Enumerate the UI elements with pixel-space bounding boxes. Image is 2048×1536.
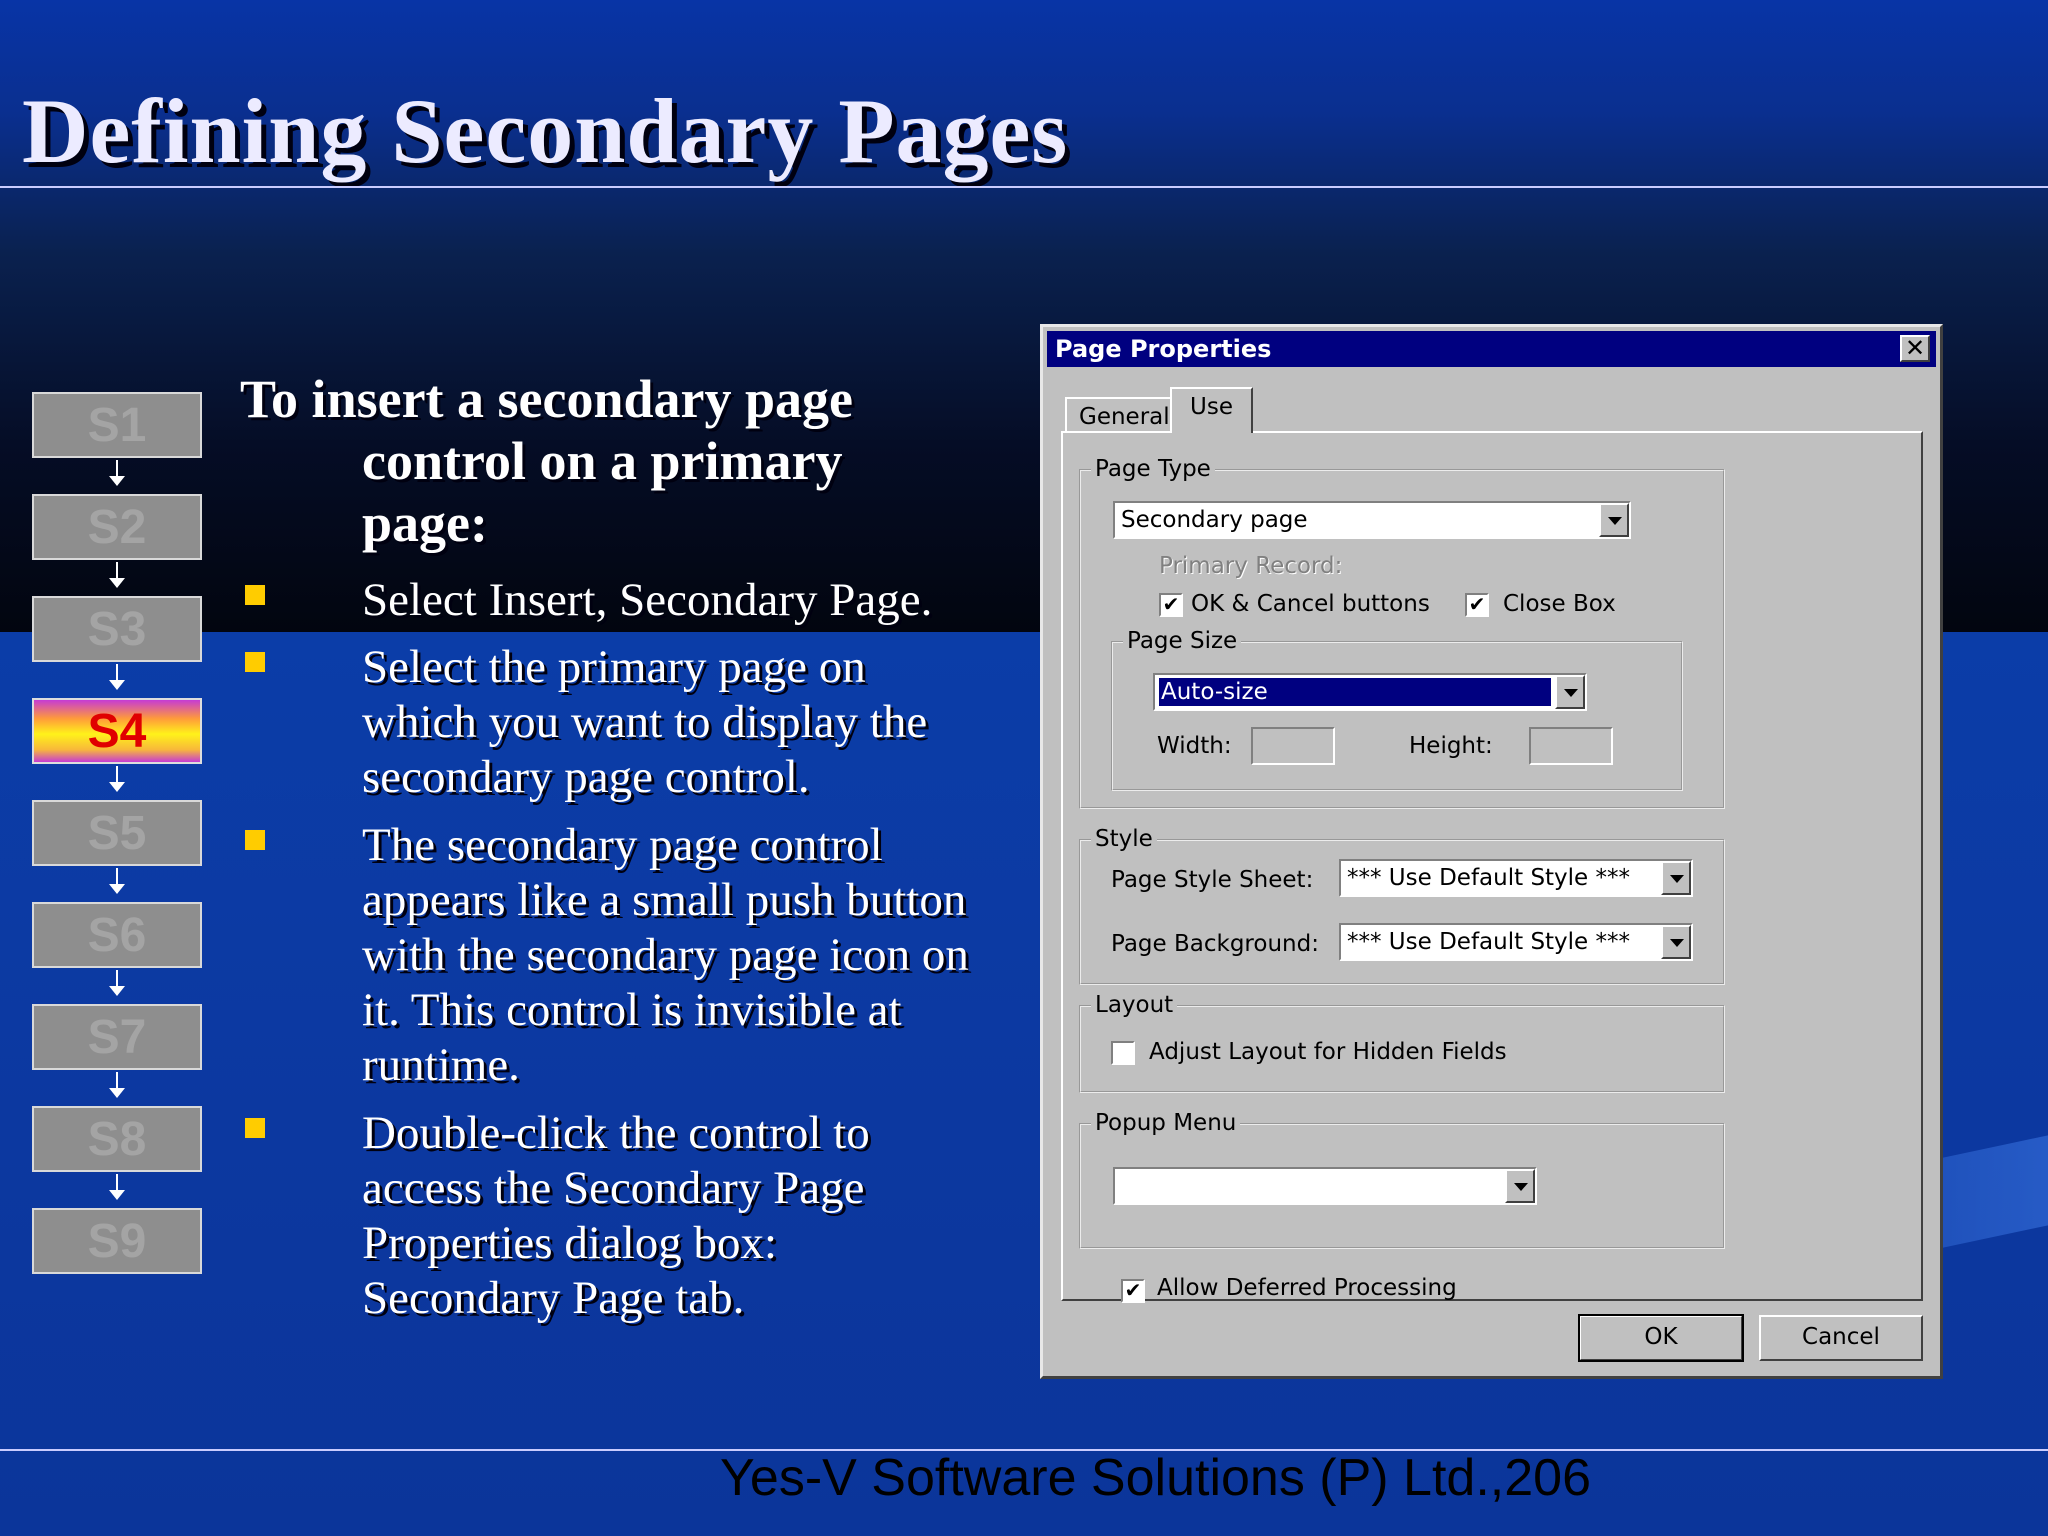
bullet-square-icon [245, 652, 265, 672]
page-type-group [1079, 456, 1725, 809]
page-size-value: Auto-size [1159, 678, 1551, 706]
chevron-down-icon[interactable] [1661, 925, 1691, 959]
close-box-label[interactable]: Close Box [1503, 591, 1616, 617]
step-s1[interactable]: S1 [32, 392, 202, 458]
ok-cancel-checkbox[interactable]: ✔ [1159, 593, 1183, 617]
page-type-label: Page Type [1091, 455, 1215, 483]
close-icon[interactable]: ✕ [1900, 335, 1930, 362]
layout-group [1079, 992, 1725, 1093]
step-arrow [116, 1174, 118, 1192]
content-heading [240, 368, 940, 554]
heading-line-2: control on a primary [362, 431, 843, 491]
bullet-text: The secondary page control appears like a small push button with the secondary page icon on it. This control is invisible at runtime. [362, 819, 969, 1091]
step-arrow [116, 766, 118, 784]
step-arrow [116, 664, 118, 682]
page-style-sheet-label: Page Style Sheet: [1111, 867, 1314, 893]
step-s9[interactable]: S9 [32, 1208, 202, 1274]
bullet-item [245, 818, 1015, 1093]
step-arrow [116, 460, 118, 478]
dialog-titlebar [1047, 331, 1936, 367]
page-style-sheet-value: *** Use Default Style *** [1347, 865, 1631, 891]
height-field[interactable] [1529, 727, 1613, 765]
ok-cancel-label[interactable]: OK & Cancel buttons [1191, 591, 1430, 617]
tab-use[interactable]: Use [1170, 387, 1253, 433]
style-label: Style [1091, 825, 1157, 853]
deferred-processing-label[interactable]: Allow Deferred Processing [1157, 1275, 1457, 1301]
page-size-select[interactable] [1153, 673, 1587, 711]
step-s2[interactable]: S2 [32, 494, 202, 560]
page-type-select[interactable] [1113, 501, 1631, 539]
step-s7[interactable]: S7 [32, 1004, 202, 1070]
dialog-title: Page Properties [1055, 335, 1272, 363]
step-s4[interactable]: S4 [32, 698, 202, 764]
bullet-item [245, 1106, 985, 1326]
step-s3[interactable]: S3 [32, 596, 202, 662]
step-s6[interactable]: S6 [32, 902, 202, 968]
style-group [1079, 826, 1725, 985]
bullet-square-icon [245, 585, 265, 605]
bullet-item [245, 640, 985, 805]
page-background-label: Page Background: [1111, 931, 1319, 957]
deferred-processing-checkbox[interactable]: ✔ [1121, 1279, 1145, 1303]
adjust-layout-checkbox[interactable] [1111, 1041, 1135, 1065]
layout-label: Layout [1091, 991, 1177, 1019]
chevron-down-icon[interactable] [1505, 1169, 1535, 1203]
width-field[interactable] [1251, 727, 1335, 765]
page-background-value: *** Use Default Style *** [1347, 929, 1631, 955]
page-background-select[interactable] [1339, 923, 1693, 961]
step-arrow [116, 868, 118, 886]
chevron-down-icon[interactable] [1661, 861, 1691, 895]
page-style-sheet-select[interactable] [1339, 859, 1693, 897]
step-s5[interactable]: S5 [32, 800, 202, 866]
width-label: Width: [1157, 733, 1232, 759]
step-arrow [116, 970, 118, 988]
height-label: Height: [1409, 733, 1493, 759]
chevron-down-icon[interactable] [1599, 503, 1629, 537]
tab-panel-use [1061, 431, 1923, 1301]
heading-line-1: To insert a secondary page [240, 369, 854, 429]
footer-text: Yes-V Software Solutions (P) Ltd.,206 [720, 1449, 1591, 1507]
bullet-text: Select Insert, Secondary Page. [362, 574, 933, 626]
page-size-label: Page Size [1123, 627, 1241, 655]
page-properties-dialog [1040, 324, 1943, 1379]
bullet-text: Select the primary page on which you want to display the secondary page control. [362, 641, 928, 803]
step-s8[interactable]: S8 [32, 1106, 202, 1172]
adjust-layout-label[interactable]: Adjust Layout for Hidden Fields [1149, 1039, 1507, 1065]
ok-button[interactable]: OK [1579, 1315, 1743, 1361]
page-size-group [1111, 628, 1683, 791]
heading-line-3: page: [362, 493, 488, 553]
tab-general[interactable]: General [1065, 397, 1184, 431]
popup-menu-group [1079, 1110, 1725, 1249]
popup-menu-select[interactable] [1113, 1167, 1537, 1205]
page-type-value: Secondary page [1121, 507, 1308, 533]
bullet-square-icon [245, 830, 265, 850]
slide-title: Defining Secondary Pages [22, 80, 1069, 182]
chevron-down-icon[interactable] [1555, 675, 1585, 709]
title-rule [0, 186, 2048, 188]
close-box-checkbox[interactable]: ✔ [1465, 593, 1489, 617]
step-arrow [116, 1072, 118, 1090]
step-arrow [116, 562, 118, 580]
cancel-button[interactable]: Cancel [1759, 1315, 1923, 1361]
bullet-item [245, 573, 985, 628]
popup-menu-label: Popup Menu [1091, 1109, 1240, 1137]
bullet-text: Double-click the control to access the Secondary Page Properties dialog box: Secondary Page tab. [362, 1107, 870, 1324]
bullet-square-icon [245, 1118, 265, 1138]
primary-record-label: Primary Record: [1159, 553, 1343, 579]
